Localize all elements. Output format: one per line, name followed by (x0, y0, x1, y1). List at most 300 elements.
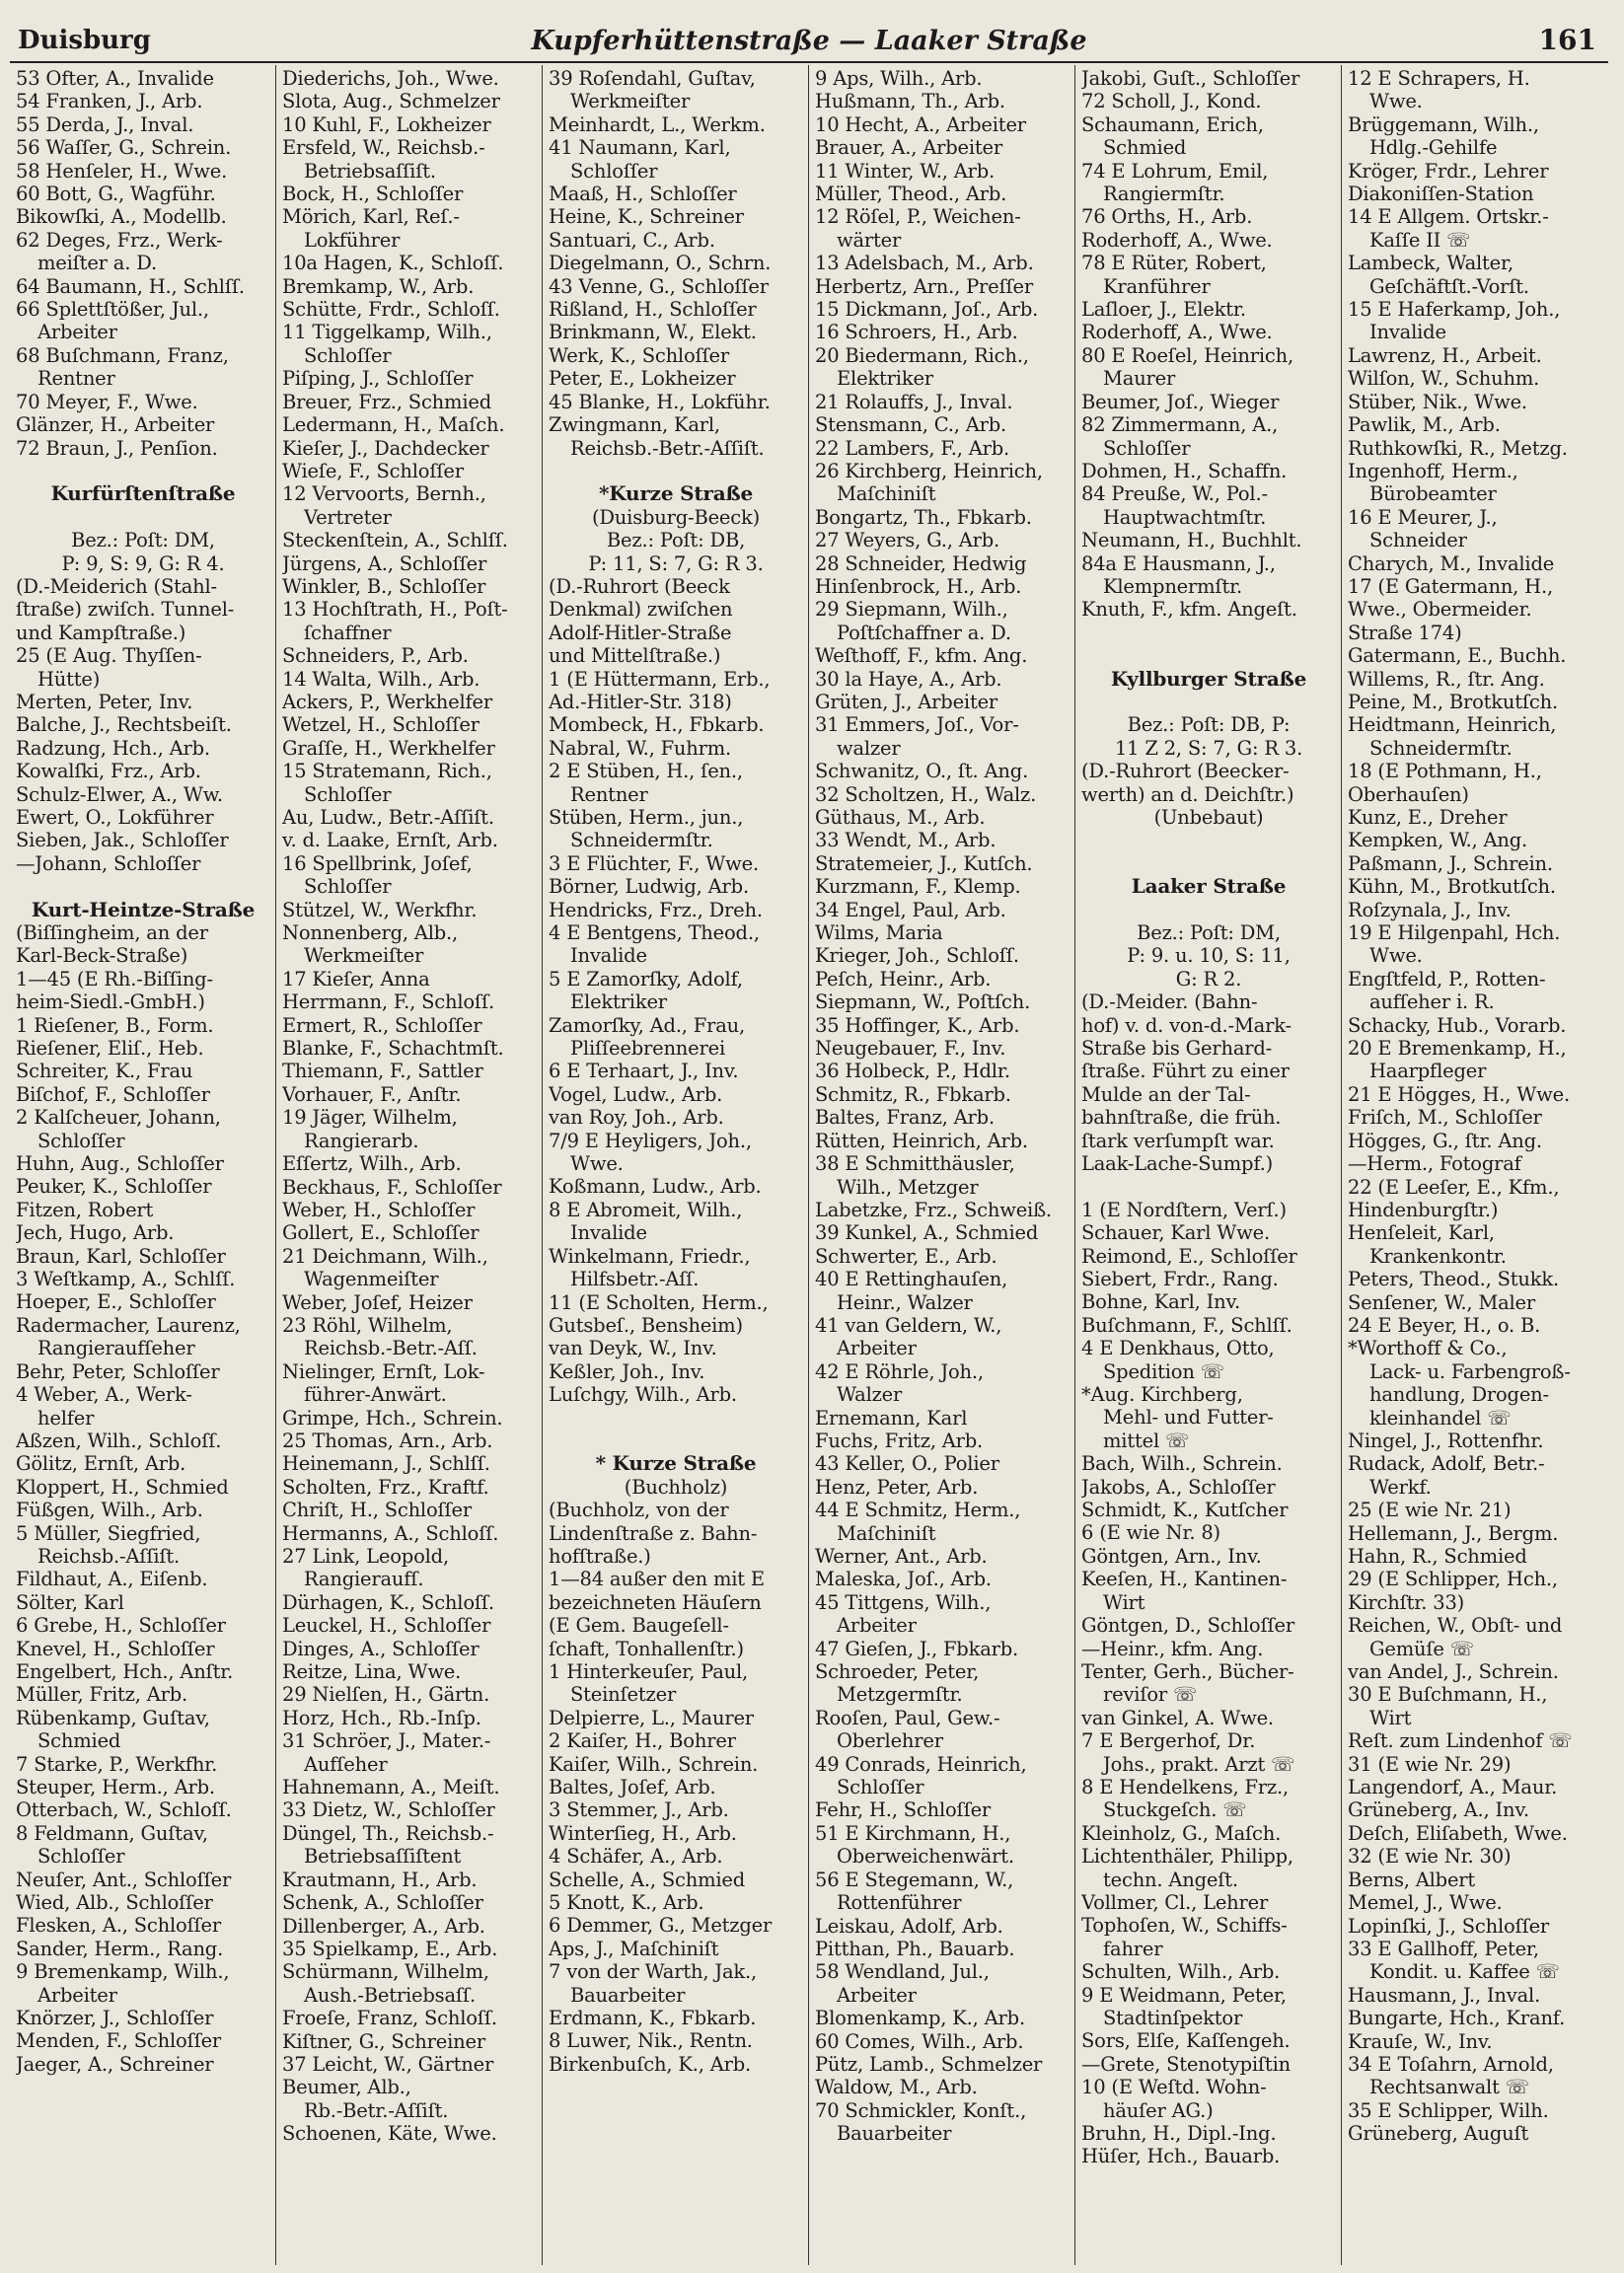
entry-line: 9 Aps, Wilh., Arb. (815, 67, 983, 90)
entry-line: Stratemeier, J., Kutſch. (815, 851, 1033, 875)
entry-line: 9 E Weidmann, Peter, (1081, 1983, 1287, 2007)
entry-line: Grimpe, Hch., Schrein. (282, 1406, 503, 1430)
district-info: P: 9, S: 9, G: R 4. (61, 551, 225, 575)
entry-continuation: Wilh., Metzger (837, 1175, 979, 1199)
entry-line: werth) an d. Deichſtr.) (1081, 782, 1294, 806)
entry-line: Nielinger, Ernſt, Lok- (282, 1359, 485, 1383)
entry-line: Deſch, Eliſabeth, Wwe. (1348, 1821, 1568, 1845)
entry-line: Weſthoff, F., kfm. Ang. (815, 644, 1028, 668)
entry-line: Labetzke, Frz., Schweiß. (815, 1198, 1052, 1221)
entry-line: Dillenberger, A., Arb. (282, 1914, 485, 1938)
entry-line: Jakobi, Guſt., Schloſſer (1081, 67, 1300, 90)
entry-continuation: häuſer AG.) (1103, 2098, 1214, 2122)
entry-line: 6 E Terhaart, J., Inv. (549, 1060, 739, 1083)
entry-line: 1 Rieſener, B., Form. (16, 1013, 214, 1037)
entry-line: Mörich, Karl, Reſ.- (282, 205, 460, 229)
entry-line: Peſch, Heinr., Arb. (815, 967, 992, 990)
entry-line: 4 Weber, A., Werk- (16, 1383, 192, 1407)
entry-line: Scholten, Frz., Kraftf. (282, 1475, 489, 1499)
entry-line: Slota, Aug., Schmelzer (282, 90, 500, 113)
entry-line: (Biſſingheim, an der (16, 920, 208, 944)
entry-continuation: Haarpfleger (1369, 1060, 1487, 1083)
entry-line: Erdmann, K., Fbkarb. (549, 2007, 757, 2030)
entry-line: Baltes, Joſef, Arb. (549, 1776, 716, 1799)
entry-continuation: Arbeiter (37, 321, 117, 344)
entry-line: Pütz, Lamb., Schmelzer (815, 2052, 1043, 2076)
entry-line: Kiſtner, G., Schreiner (282, 2029, 485, 2053)
entry-line: Jech, Hugo, Arb. (16, 1221, 175, 1245)
entry-continuation: Invalide (1369, 321, 1446, 344)
entry-continuation: Rechtsanwalt ☏ (1369, 2076, 1529, 2099)
entry-continuation: Kaſſe II ☏ (1369, 228, 1471, 252)
entry-continuation: Bauarbeiter (570, 1983, 686, 2007)
entry-line: Siepmann, W., Poſtſch. (815, 990, 1031, 1014)
entry-line: 16 Schroers, H., Arb. (815, 321, 1018, 344)
entry-line: 36 Holbeck, P., Hdlr. (815, 1060, 1010, 1083)
entry-line: Tenter, Gerh., Bücher- (1081, 1659, 1294, 1683)
entry-continuation: Lokführer (304, 228, 401, 252)
entry-continuation: kleinhandel ☏ (1369, 1406, 1512, 1430)
entry-continuation: Schneidermſtr. (1369, 736, 1513, 760)
entry-line: 13 Hochſtrath, H., Poſt- (282, 598, 508, 622)
entry-line: 17 Kieſer, Anna (282, 967, 430, 990)
entry-line: Ruthkowſki, R., Metzg. (1348, 436, 1568, 460)
entry-line: Straße 174) (1348, 621, 1462, 644)
entry-line: 25 (E Aug. Thyſſen- (16, 644, 202, 668)
district-info: Bez.: Poſt: DB, P: (1127, 713, 1291, 737)
entry-line: Düngel, Th., Reichsb.- (282, 1821, 494, 1845)
entry-line: heim-Siedl.-GmbH.) (16, 990, 205, 1014)
entry-line: Knevel, H., Schloſſer (16, 1637, 215, 1660)
entry-line: Steckenſtein, A., Schlſſ. (282, 529, 508, 552)
entry-line: Jakobs, A., Schloſſer (1081, 1475, 1276, 1499)
entry-line: 32 Scholtzen, H., Walz. (815, 782, 1037, 806)
entry-line: Fitzen, Robert (16, 1198, 154, 1221)
entry-line: *Aug. Kirchberg, (1081, 1383, 1243, 1407)
entry-line: Kowalſki, Frz., Arb. (16, 760, 201, 783)
entry-line: 11 Winter, W., Arb. (815, 159, 995, 183)
entry-line: 1—45 (E Rh.-Biſſing- (16, 967, 213, 990)
spacer (549, 1430, 803, 1452)
entry-continuation: Geſchäftſt.-Vorſt. (1369, 274, 1529, 298)
entry-continuation: wärter (837, 228, 902, 252)
entry-continuation: Aufſeher (304, 1752, 388, 1776)
entry-continuation: Kondit. u. Kaffee ☏ (1369, 1960, 1560, 1984)
entry-line: 30 la Haye, A., Arb. (815, 667, 1002, 691)
entry-line: 25 (E wie Nr. 21) (1348, 1499, 1512, 1522)
entry-line: Knuth, F., kfm. Angeſt. (1081, 598, 1297, 622)
entry-line: 12 Vervoorts, Bernh., (282, 482, 486, 506)
entry-line: 10 Kuhl, F., Lokheizer (282, 112, 491, 136)
entry-line: Fuchs, Fritz, Arb. (815, 1429, 984, 1452)
spacer (1081, 829, 1336, 851)
entry-line: Hahn, R., Schmied (1348, 1545, 1527, 1568)
entry-continuation: Schloſſer (304, 343, 392, 367)
entry-line: Pawlik, M., Arb. (1348, 413, 1501, 437)
entry-continuation: Gemüſe ☏ (1369, 1637, 1474, 1660)
entry-line: 41 van Geldern, W., (815, 1313, 1002, 1337)
entry-line: 32 (E wie Nr. 30) (1348, 1845, 1512, 1869)
street-heading: *Kurze Straße (598, 482, 754, 506)
entry-line: Füßgen, Wilh., Arb. (16, 1499, 203, 1522)
entry-line: Schauer, Karl Wwe. (1081, 1221, 1270, 1245)
entry-continuation: Arbeiter (837, 1337, 917, 1360)
entry-line: 29 (E Schlipper, Hch., (1348, 1568, 1558, 1591)
entry-line: Bach, Wilh., Schrein. (1081, 1452, 1283, 1476)
spacer (549, 460, 803, 482)
header-streets: Kupferhüttenstraße — Laaker Straße (531, 26, 1087, 56)
entry-line: 7 Starke, P., Werkfhr. (16, 1752, 218, 1776)
entry-line: 60 Comes, Wilh., Arb. (815, 2029, 1024, 2053)
entry-line: 72 Braun, J., Penſion. (16, 436, 218, 460)
entry-line: Hinſenbrock, H., Arb. (815, 574, 1022, 598)
entry-line: Peuker, K., Schloſſer (16, 1175, 212, 1199)
entry-line: 16 Spellbrink, Joſef, (282, 851, 473, 875)
entry-line: Wilſon, W., Schuhm. (1348, 367, 1540, 391)
column-4 (809, 65, 1075, 2265)
entry-continuation: walzer (837, 736, 901, 760)
entry-line: Schacky, Hub., Vorarb. (1348, 1013, 1567, 1037)
entry-line: Fehr, H., Schloſſer (815, 1798, 992, 1822)
entry-line: Reſt. zum Lindenhof ☏ (1348, 1729, 1573, 1753)
entry-line: Sölter, Karl (16, 1590, 124, 1614)
district-info: Bez.: Poſt: DB, (606, 529, 746, 552)
entry-line: Heinemann, J., Schlſſ. (282, 1452, 490, 1476)
entry-line: Koßmann, Ludw., Arb. (549, 1175, 762, 1199)
entry-line: 26 Kirchberg, Heinrich, (815, 459, 1043, 482)
entry-line: 39 Roſendahl, Guſtav, (549, 67, 756, 90)
entry-line: und Mittelſtraße.) (549, 644, 721, 668)
entry-line: Reitze, Lina, Wwe. (282, 1660, 462, 1684)
entry-line: Kempken, W., Ang. (1348, 829, 1528, 852)
entry-continuation: Klempnermſtr. (1103, 574, 1243, 598)
entry-line: Birkenbuſch, K., Arb. (549, 2052, 751, 2076)
entry-line: 42 E Röhrle, Joh., (815, 1359, 984, 1383)
entry-line: 15 E Haferkamp, Joh., (1348, 298, 1561, 322)
spacer (1081, 644, 1336, 667)
entry-line: 56 E Stegemann, W., (815, 1868, 1014, 1891)
entry-line: 1 (E Nordſtern, Verſ.) (1081, 1198, 1287, 1221)
entry-line: —Herm., Fotograf (1348, 1152, 1521, 1176)
entry-continuation: Bürobeamter (1369, 482, 1497, 506)
entry-line: Diegelmann, O., Schrn. (549, 252, 772, 275)
entry-continuation: Elektriker (837, 367, 933, 391)
entry-line: Zwingmann, Karl, (549, 413, 720, 437)
entry-continuation: Reichsb.-Betr.-Aſſiſt. (570, 436, 765, 460)
entry-line: Göntgen, D., Schloſſer (1081, 1614, 1294, 1638)
district-info: P: 9. u. 10, S: 11, (1127, 944, 1291, 968)
entry-line: 21 E Högges, H., Wwe. (1348, 1082, 1570, 1106)
entry-line: 3 E Flüchter, F., Wwe. (549, 851, 759, 875)
entry-line: 4 E Denkhaus, Otto, (1081, 1337, 1275, 1360)
entry-line: und Kampſtraße.) (16, 621, 186, 644)
entry-line: 14 E Allgem. Ortskr.- (1348, 205, 1549, 229)
entry-continuation: Pliſſeebrennerei (570, 1037, 726, 1061)
entry-line: Blanke, F., Schachtmſt. (282, 1037, 504, 1061)
entry-line: ſtraße) zwiſch. Tunnel- (16, 598, 235, 622)
entry-line: Jürgens, A., Schloſſer (282, 551, 487, 575)
entry-line: Ersfeld, W., Reichsb.- (282, 136, 485, 160)
entry-line: Brinkmann, W., Elekt. (549, 321, 757, 344)
entry-continuation: Wwe. (1369, 944, 1423, 968)
spacer (16, 875, 270, 898)
entry-line: 58 Wendland, Jul., (815, 1960, 990, 1984)
entry-line: Schaumann, Erich, (1081, 112, 1264, 136)
entry-line: —Heinr., kfm. Ang. (1081, 1637, 1264, 1660)
entry-line: 56 Waſſer, G., Schrein. (16, 136, 232, 160)
entry-line: Neumann, H., Buchhlt. (1081, 529, 1302, 552)
street-heading: Kyllburger Straße (1110, 667, 1307, 691)
entry-line: 53 Ofter, A., Invalide (16, 67, 214, 90)
entry-line: Berns, Albert (1348, 1868, 1476, 1891)
entry-line: Rooſen, Paul, Gew.- (815, 1706, 1000, 1729)
entry-line: 11 (E Scholten, Herm., (549, 1290, 769, 1314)
entry-line: Delpierre, L., Maurer (549, 1706, 754, 1729)
entry-line: 38 E Schmitthäusler, (815, 1152, 1015, 1176)
entry-line: 14 Walta, Wilh., Arb. (282, 667, 480, 691)
entry-line: 33 Wendt, M., Arb. (815, 829, 997, 852)
entry-line: Au, Ludw., Betr.-Aſſiſt. (282, 806, 494, 829)
entry-line: 2 E Stüben, H., ſen., (549, 760, 743, 783)
entry-line: 24 E Beyer, H., o. B. (1348, 1313, 1541, 1337)
entry-line: Rübenkamp, Guſtav, (16, 1706, 210, 1729)
entry-line: 2 Kalſcheuer, Johann, (16, 1106, 221, 1130)
entry-line: 76 Orths, H., Arb. (1081, 205, 1253, 229)
entry-line: Maaß, H., Schloſſer (549, 183, 737, 206)
entry-line: 70 Schmickler, Konſt., (815, 2098, 1027, 2122)
entry-line: Gutsbeſ., Bensheim) (549, 1313, 743, 1337)
entry-line: Henſeleit, Karl, (1348, 1221, 1495, 1245)
entry-continuation: Oberlehrer (837, 1729, 943, 1753)
entry-line: 51 E Kirchmann, H., (815, 1821, 1011, 1845)
entry-line: 6 Demmer, G., Metzger (549, 1914, 773, 1938)
entry-continuation: Spedition ☏ (1103, 1359, 1224, 1383)
entry-continuation: Schneidermſtr. (570, 829, 713, 852)
entry-continuation: Poſtſchaffner a. D. (837, 621, 1011, 644)
entry-line: 7/9 E Heyligers, Joh., (549, 1129, 752, 1152)
entry-line: 6 (E wie Nr. 8) (1081, 1521, 1220, 1545)
entry-line: 35 Spielkamp, E., Arb. (282, 1937, 498, 1960)
entry-line: Memel, J., Wwe. (1348, 1891, 1503, 1915)
entry-line: 54 Franken, J., Arb. (16, 90, 203, 113)
spacer (1081, 691, 1336, 713)
entry-line: Wied, Alb., Schloſſer (16, 1891, 213, 1915)
entry-continuation: Kranführer (1103, 274, 1211, 298)
entry-line: 62 Deges, Frz., Werk- (16, 228, 223, 252)
entry-continuation: ſchaffner (304, 621, 392, 644)
entry-line: 33 Dietz, W., Schloſſer (282, 1798, 495, 1822)
entry-line: Sors, Elſe, Kaſſengeh. (1081, 2029, 1291, 2053)
entry-line: Bikowſki, A., Modellb. (16, 205, 227, 229)
entry-line: Wetzel, H., Schloſſer (282, 713, 480, 737)
entry-line: 20 Biedermann, Rich., (815, 343, 1029, 367)
entry-line: Maleska, Joſ., Arb. (815, 1568, 992, 1591)
entry-continuation: Oberweichenwärt. (837, 1845, 1014, 1869)
entry-line: 43 Venne, G., Schloſſer (549, 274, 769, 298)
entry-line: 34 E Toſahrn, Arnold, (1348, 2052, 1554, 2076)
entry-line: Keeſen, H., Kantinen- (1081, 1568, 1288, 1591)
entry-line: Grüneberg, A., Inv. (1348, 1798, 1529, 1822)
entry-line: Grüten, J., Arbeiter (815, 690, 998, 713)
entry-line: Denkmal) zwiſchen (549, 598, 733, 622)
entry-line: Hahnemann, A., Meiſt. (282, 1776, 500, 1799)
entry-line: 22 Lambers, F., Arb. (815, 436, 1009, 460)
column-6 (1342, 65, 1608, 2265)
entry-line: 49 Conrads, Heinrich, (815, 1752, 1027, 1776)
entry-line: Rißland, H., Schloſſer (549, 298, 757, 322)
district-info: (Unbebaut) (1153, 805, 1264, 829)
entry-line: Wieſe, F., Schloſſer (282, 459, 464, 482)
entry-line: Ernemann, Karl (815, 1406, 968, 1430)
entry-line: 72 Scholl, J., Kond. (1081, 90, 1262, 113)
directory-columns (10, 65, 1608, 2265)
entry-line: 4 Schäfer, A., Arb. (549, 1845, 723, 1869)
entry-continuation: Reichsb.-Betr.-Aſſ. (304, 1337, 478, 1360)
entry-line: Weber, H., Schloſſer (282, 1198, 476, 1221)
entry-continuation: Rentner (37, 367, 115, 391)
entry-line: Schroeder, Peter, (815, 1660, 980, 1684)
entry-line: Rütten, Heinrich, Arb. (815, 1129, 1028, 1152)
entry-continuation: Schloſſer (837, 1776, 924, 1799)
entry-line: Oberhauſen) (1348, 782, 1469, 806)
entry-continuation: Wagenmeiſter (304, 1268, 439, 1291)
entry-line: Meinhardt, L., Werkm. (549, 112, 766, 136)
entry-line: Ningel, J., Rottenfhr. (1348, 1429, 1544, 1452)
entry-continuation: Schneider (1369, 529, 1467, 552)
entry-line: Kaiſer, Wilh., Schrein. (549, 1752, 759, 1776)
entry-line: Schwanitz, O., ſt. Ang. (815, 760, 1029, 783)
entry-line: Hermanns, A., Schloſſ. (282, 1521, 499, 1545)
entry-line: 47 Gieſen, J., Fbkarb. (815, 1637, 1019, 1660)
entry-line: 64 Baumann, H., Schlſſ. (16, 274, 245, 298)
entry-line: Högges, G., ſtr. Ang. (1348, 1129, 1542, 1152)
entry-line: 10a Hagen, K., Schloſſ. (282, 252, 504, 275)
entry-line: Wwe., Obermeider. (1348, 598, 1532, 622)
entry-line: Kühn, M., Brotkutſch. (1348, 875, 1556, 899)
entry-line: Ermert, R., Schloſſer (282, 1013, 482, 1037)
entry-line: 25 Thomas, Arn., Arb. (282, 1429, 493, 1452)
entry-line: Peter, E., Lokheizer (549, 367, 736, 391)
entry-continuation: Stuckgeſch. ☏ (1103, 1798, 1247, 1822)
entry-line: van Ginkel, A. Wwe. (1081, 1706, 1274, 1729)
entry-line: Schmidt, K., Kutſcher (1081, 1499, 1289, 1522)
entry-line: Beckhaus, F., Schloſſer (282, 1175, 502, 1199)
entry-line: Glänzer, H., Arbeiter (16, 413, 215, 437)
entry-line: 33 E Gallhoff, Peter, (1348, 1937, 1539, 1960)
entry-line: 58 Henſeler, H., Wwe. (16, 159, 228, 183)
entry-line: Hausmann, J., Inval. (1348, 1983, 1541, 2007)
entry-continuation: techn. Angeſt. (1103, 1868, 1238, 1891)
entry-line: Steuper, Herm., Arb. (16, 1776, 215, 1799)
entry-line: 22 (E Leeſer, E., Kfm., (1348, 1175, 1560, 1199)
entry-continuation: Schloſſer (1103, 436, 1191, 460)
entry-continuation: Hilfsbetr.-Aſſ. (570, 1268, 700, 1291)
entry-continuation: Rangierarb. (304, 1129, 419, 1152)
entry-line: Dürhagen, K., Schloſſ. (282, 1590, 494, 1614)
street-heading: Kurfürſtenſtraße (50, 482, 236, 506)
entry-line: Neugebauer, F., Inv. (815, 1037, 1006, 1061)
entry-line: Kleinholz, G., Maſch. (1081, 1821, 1282, 1845)
entry-line: van Roy, Joh., Arb. (549, 1106, 724, 1130)
entry-line: 12 E Schrapers, H. (1348, 67, 1530, 90)
entry-line: Pitthan, Ph., Bauarb. (815, 1937, 1015, 1960)
entry-line: 16 E Meurer, J., (1348, 505, 1498, 529)
entry-line: Bohne, Karl, Inv. (1081, 1290, 1241, 1314)
entry-continuation: Hdlg.-Gehilfe (1369, 136, 1498, 160)
entry-line: (D.-Ruhrort (Beecker- (1081, 760, 1290, 783)
entry-line: Beumer, Joſ., Wieger (1081, 390, 1280, 413)
entry-line: 8 Luwer, Nik., Rentn. (549, 2029, 753, 2053)
entry-line: 60 Bott, G., Wagführ. (16, 183, 216, 206)
entry-continuation: Rb.-Betr.-Aſſiſt. (304, 2098, 449, 2122)
entry-line: Radzung, Hch., Arb. (16, 736, 210, 760)
entry-line: Schmitz, R., Fbkarb. (815, 1082, 1011, 1106)
entry-continuation: Rentner (570, 782, 648, 806)
entry-continuation: Arbeiter (837, 1614, 917, 1638)
entry-line: Börner, Ludwig, Arb. (549, 875, 749, 899)
entry-line: Huhn, Aug., Schloſſer (16, 1152, 224, 1176)
entry-continuation: Arbeiter (37, 1983, 117, 2007)
entry-line: Laſloer, J., Elektr. (1081, 298, 1246, 322)
entry-line: Kurzmann, F., Klemp. (815, 875, 1021, 899)
entry-line: 3 Stemmer, J., Arb. (549, 1798, 729, 1822)
entry-line: Müller, Theod., Arb. (815, 183, 1007, 206)
entry-line: Dohmen, H., Schaffn. (1081, 459, 1288, 482)
entry-line: Schwerter, E., Arb. (815, 1244, 997, 1268)
entry-line: Bruhn, H., Dipl.-Ing. (1081, 2122, 1277, 2146)
entry-line: Waldow, M., Arb. (815, 2076, 978, 2099)
entry-line: Merten, Peter, Inv. (16, 690, 193, 713)
entry-line: 44 E Schmitz, Herm., (815, 1499, 1021, 1522)
entry-line: 12 Röſel, P., Weichen- (815, 205, 1021, 229)
entry-line: Straße bis Gerhard- (1081, 1036, 1273, 1060)
entry-continuation: Bauarbeiter (837, 2122, 952, 2146)
entry-line: 1 (E Hüttermann, Erb., (549, 667, 771, 691)
entry-continuation: Vertreter (304, 505, 392, 529)
entry-line: Karl-Beck-Straße) (16, 944, 188, 968)
entry-line: Braun, Karl, Schloſſer (16, 1244, 226, 1268)
entry-line: ſchaft, Tonhallenſtr.) (549, 1637, 744, 1660)
entry-continuation: führer-Anwärt. (304, 1383, 447, 1407)
entry-line: Nonnenberg, Alb., (282, 921, 459, 945)
spacer (16, 460, 270, 482)
entry-line: Thiemann, F., Sattler (282, 1060, 483, 1083)
spacer (549, 1407, 803, 1430)
entry-line: Flesken, A., Schloſſer (16, 1914, 222, 1938)
entry-line: 27 Link, Leopold, (282, 1545, 449, 1568)
entry-line: Vogel, Ludw., Arb. (549, 1082, 723, 1106)
district-info: (Duisburg-Beeck) (591, 505, 761, 529)
entry-continuation: aufſeher i. R. (1369, 990, 1495, 1014)
entry-line: 15 Stratemann, Rich., (282, 760, 492, 783)
entry-continuation: Maſchiniſt (837, 482, 936, 506)
entry-line: Winkelmann, Friedr., (549, 1244, 751, 1268)
entry-line: 6 Grebe, H., Schloſſer (16, 1614, 226, 1638)
entry-line: 20 E Bremenkamp, H., (1348, 1037, 1567, 1061)
entry-continuation: Werkf. (1369, 1475, 1432, 1499)
entry-continuation: Schloſſer (570, 159, 658, 183)
entry-line: Winkler, B., Schloſſer (282, 574, 486, 598)
entry-line: 4 E Bentgens, Theod., (549, 921, 760, 945)
entry-line: Schulten, Wilh., Arb. (1081, 1960, 1281, 1984)
entry-line: 5 Müller, Siegfried, (16, 1521, 201, 1545)
entry-continuation: Wirt (1103, 1590, 1145, 1614)
entry-line: 41 Naumann, Karl, (549, 136, 731, 160)
entry-line: 66 Splettſtößer, Jul., (16, 298, 209, 322)
entry-continuation: Reichsb.-Aſſiſt. (37, 1544, 181, 1568)
entry-line: Sander, Herm., Rang. (16, 1937, 224, 1960)
entry-line: Schürmann, Wilhelm, (282, 1960, 489, 1984)
